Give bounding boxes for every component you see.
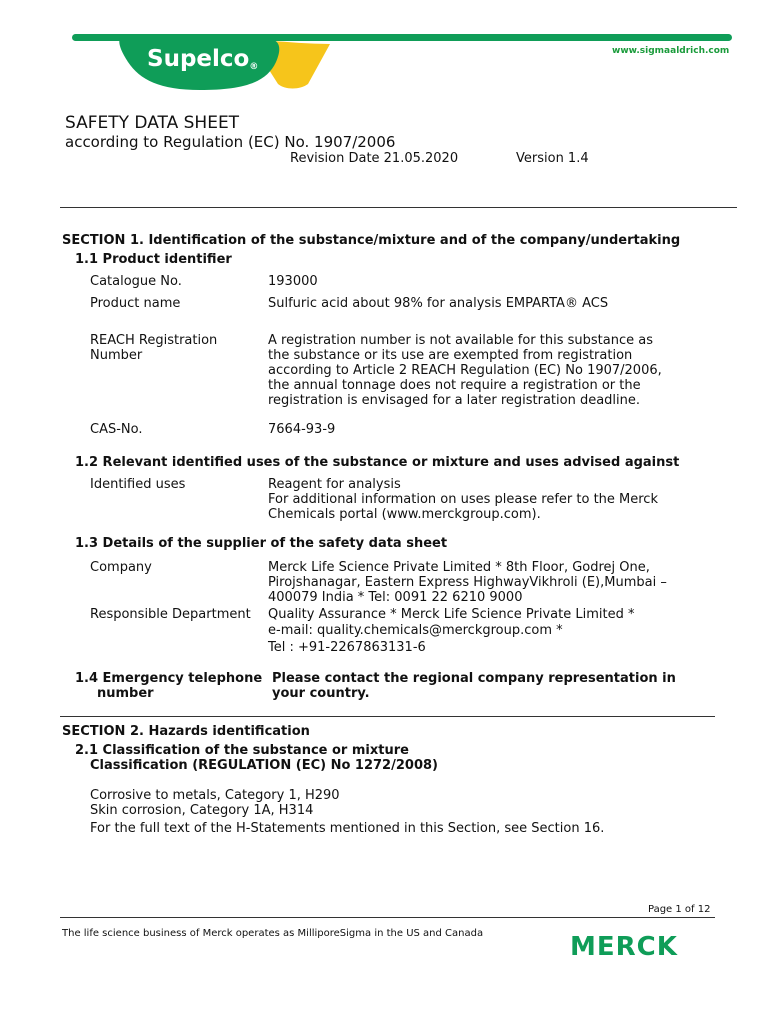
company-label: Company xyxy=(90,560,152,575)
supelco-logo xyxy=(147,46,258,72)
s14-label-2: number xyxy=(97,686,154,701)
catalogue-label: Catalogue No. xyxy=(90,274,182,289)
classification-line: Skin corrosion, Category 1A, H314 xyxy=(90,803,314,818)
s21-heading: 2.1 Classification of the substance or mixture xyxy=(75,743,409,758)
product-label: Product name xyxy=(90,296,181,311)
divider xyxy=(60,716,715,717)
version: Version 1.4 xyxy=(516,151,589,166)
brand-name: Supelco xyxy=(147,46,250,72)
classification-line: For the full text of the H-Statements mentioned in this Section, see Section 16. xyxy=(90,821,605,836)
uses-line: Reagent for analysis xyxy=(268,477,401,492)
reach-line: A registration number is not available for this substance as xyxy=(268,333,653,348)
reach-line: registration is envisaged for a later registration deadline. xyxy=(268,393,641,408)
section2-heading: SECTION 2. Hazards identification xyxy=(62,724,310,739)
classification-heading: Classification (REGULATION (EC) No 1272/2008) xyxy=(90,758,438,773)
reach-line: the substance or its use are exempted from registration xyxy=(268,348,633,363)
s14-label-1: 1.4 Emergency telephone xyxy=(75,671,263,686)
reach-line: according to Article 2 REACH Regulation (EC) No 1907/2006, xyxy=(268,363,662,378)
website-link: www.sigmaaldrich.com xyxy=(612,46,730,56)
divider xyxy=(60,917,715,918)
divider xyxy=(60,207,737,208)
merck-logo: MERCK xyxy=(570,932,678,962)
registered-mark: ® xyxy=(249,62,259,72)
cas-label: CAS-No. xyxy=(90,422,143,437)
classification-line: Corrosive to metals, Category 1, H290 xyxy=(90,788,340,803)
dept-line: Quality Assurance * Merck Life Science Private Limited * xyxy=(268,607,635,622)
catalogue-value: 193000 xyxy=(268,274,318,289)
section1-heading: SECTION 1. Identification of the substance/mixture and of the company/undertaking xyxy=(62,233,681,248)
uses-line: For additional information on uses please refer to the Merck xyxy=(268,492,658,507)
reach-label-2: Number xyxy=(90,348,143,363)
s14-value-2: your country. xyxy=(272,686,370,701)
product-value: Sulfuric acid about 98% for analysis EMPARTA® ACS xyxy=(268,296,609,311)
dept-line: e-mail: quality.chemicals@merckgroup.com * xyxy=(268,623,563,638)
s11-heading: 1.1 Product identifier xyxy=(75,252,232,267)
reach-label-1: REACH Registration xyxy=(90,333,218,348)
s13-heading: 1.3 Details of the supplier of the safety data sheet xyxy=(75,536,448,551)
uses-label: Identified uses xyxy=(90,477,186,492)
company-line: 400079 India * Tel: 0091 22 6210 9000 xyxy=(268,590,523,605)
s12-heading: 1.2 Relevant identified uses of the substance or mixture and uses advised against xyxy=(75,455,680,470)
reach-line: the annual tonnage does not require a registration or the xyxy=(268,378,641,393)
company-line: Pirojshanagar, Eastern Express HighwayVikhroli (E),Mumbai – xyxy=(268,575,667,590)
s14-value-1: Please contact the regional company representation in xyxy=(272,671,676,686)
doc-subtitle: according to Regulation (EC) No. 1907/2006 xyxy=(65,133,396,151)
footer-note: The life science business of Merck operates as MilliporeSigma in the US and Canada xyxy=(62,928,484,939)
dept-line: Tel : +91-2267863131-6 xyxy=(268,640,426,655)
cas-value: 7664-93-9 xyxy=(268,422,336,437)
company-line: Merck Life Science Private Limited * 8th Floor, Godrej One, xyxy=(268,560,650,575)
uses-line: Chemicals portal (www.merckgroup.com). xyxy=(268,507,541,522)
page-number: Page 1 of 12 xyxy=(648,904,711,915)
doc-title: SAFETY DATA SHEET xyxy=(65,113,240,133)
dept-label: Responsible Department xyxy=(90,607,251,622)
revision-date: Revision Date 21.05.2020 xyxy=(290,151,459,166)
